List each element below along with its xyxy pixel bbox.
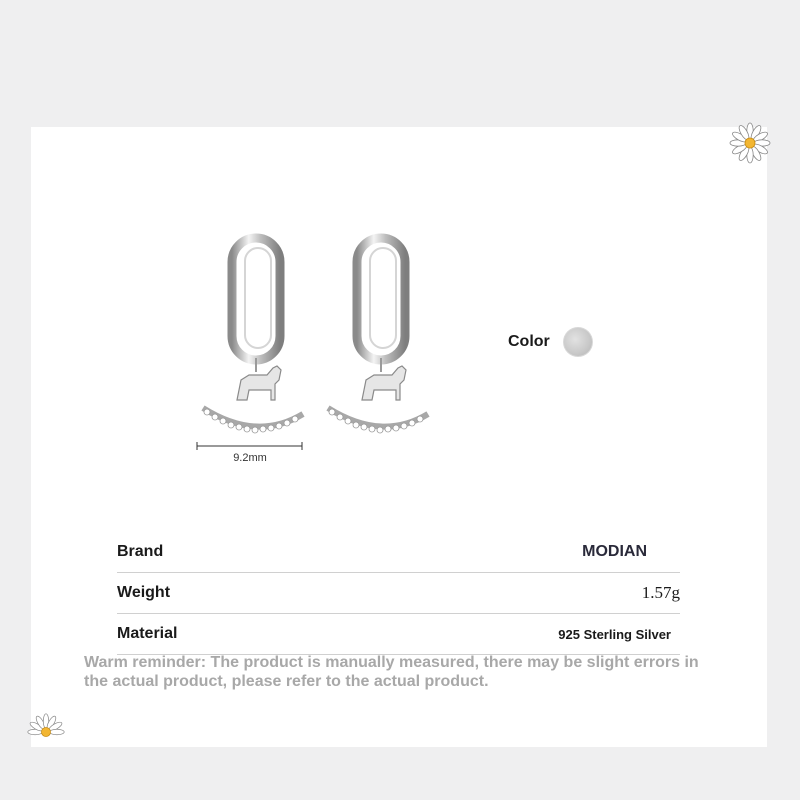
warm-reminder: Warm reminder: The product is manually measured, there may be slight errors in the actual product, please refer to the actual product. <box>84 654 699 690</box>
earring-left <box>203 238 303 433</box>
color-option <box>508 327 592 357</box>
spec-value: MODIAN <box>582 543 647 560</box>
spec-key: Material <box>117 625 178 642</box>
spec-row-brand <box>117 532 680 573</box>
spec-key: Brand <box>117 543 164 560</box>
spec-key: Weight <box>117 584 171 601</box>
earrings-image <box>185 230 430 470</box>
color-swatch[interactable] <box>564 328 592 356</box>
spec-value: 1.57g <box>641 583 680 602</box>
spec-value: 925 Sterling Silver <box>558 626 671 642</box>
daisy-icon <box>728 121 772 165</box>
spec-row-weight <box>117 573 680 614</box>
color-label: Color <box>508 333 550 350</box>
spec-table <box>117 532 680 655</box>
dimension-line <box>197 442 302 450</box>
earring-right <box>328 238 428 433</box>
dimension-label: 9.2mm <box>233 452 267 464</box>
spec-row-material <box>117 614 680 655</box>
daisy-icon <box>26 712 66 752</box>
